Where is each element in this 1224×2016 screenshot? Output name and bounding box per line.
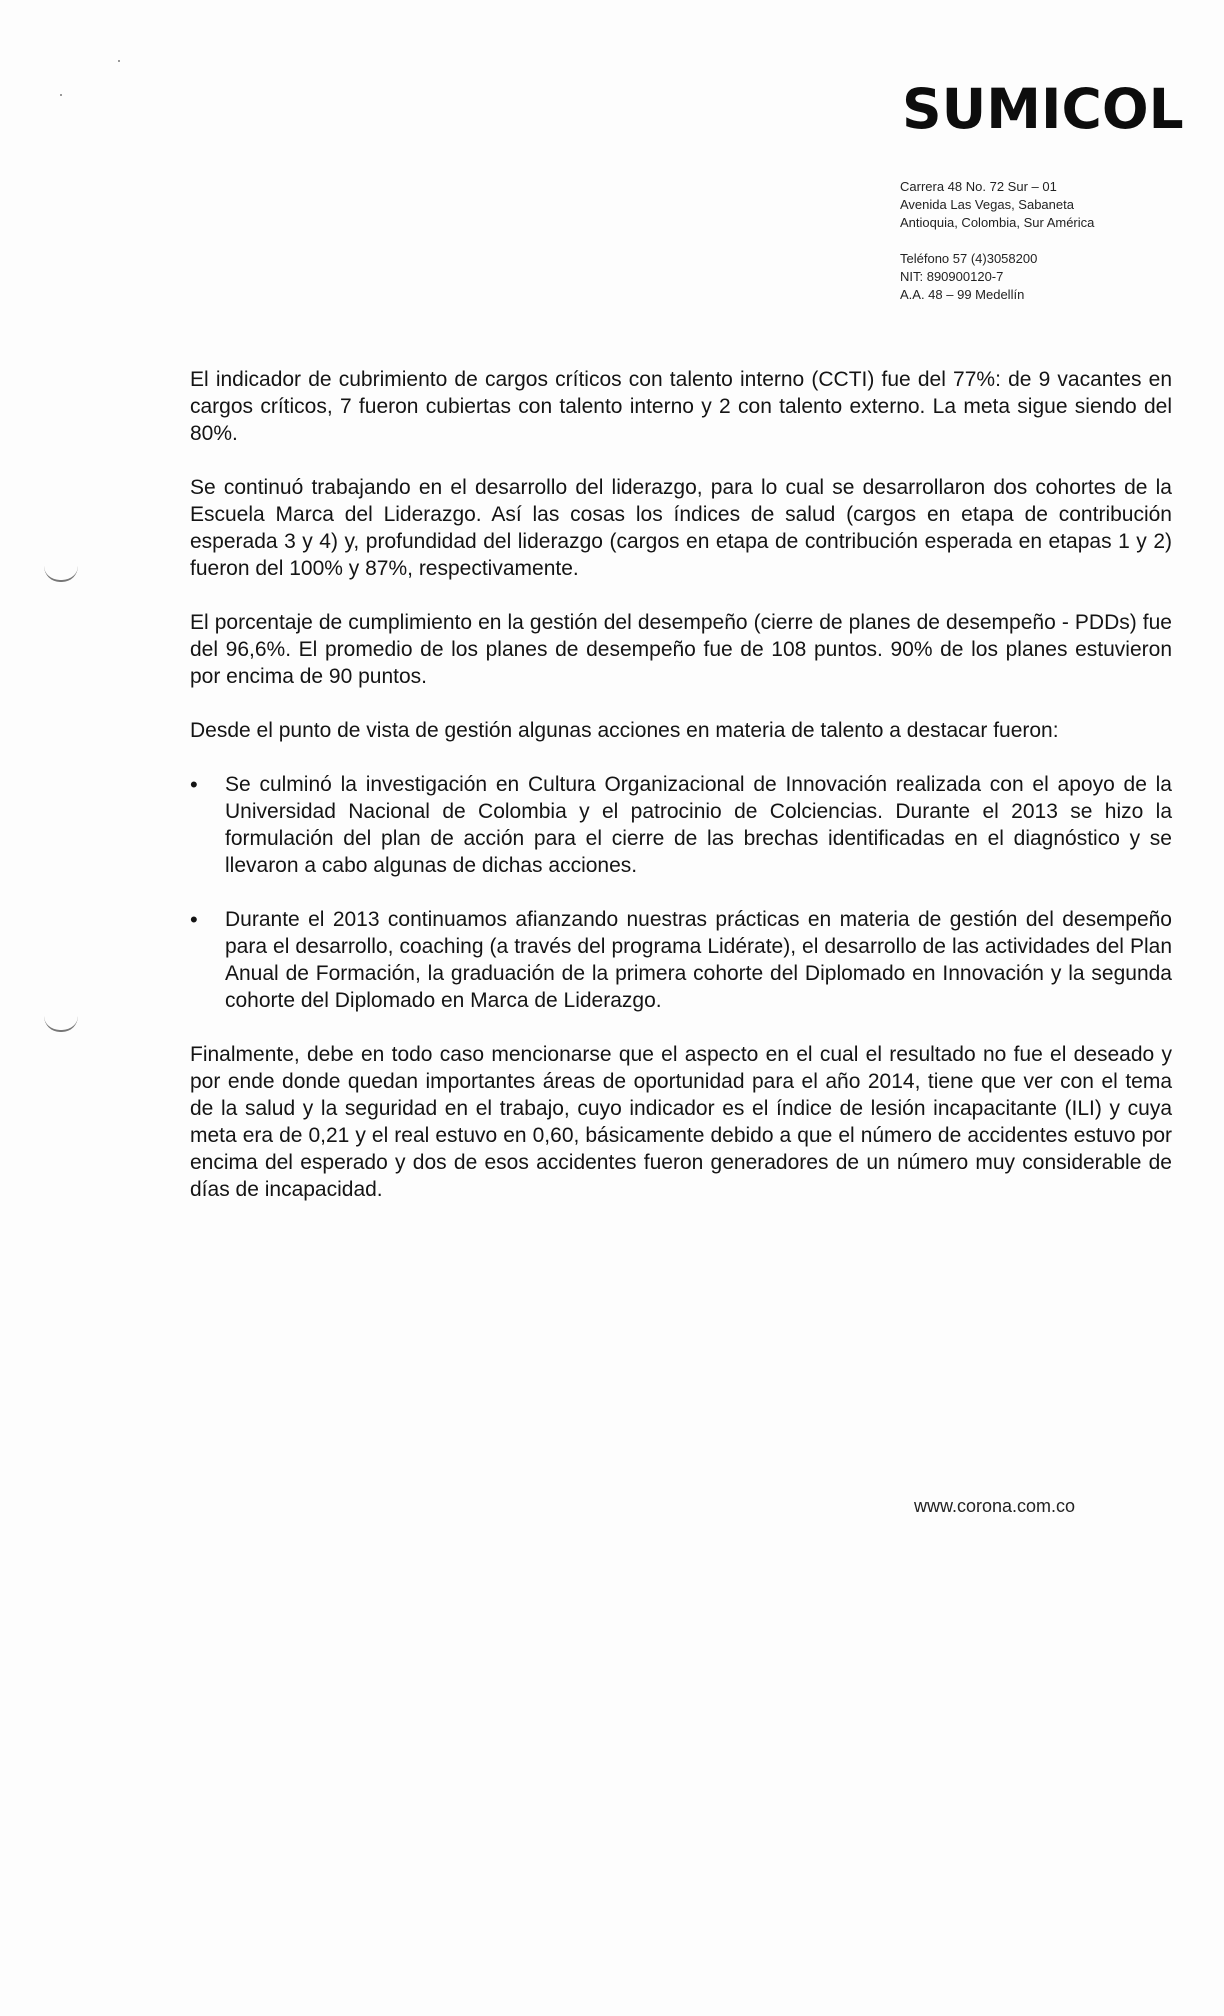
address-line: Avenida Las Vegas, Sabaneta bbox=[900, 197, 1074, 212]
address-line: Antioquia, Colombia, Sur América bbox=[900, 215, 1095, 230]
paragraph-ccti: El indicador de cubrimiento de cargos críticos con talento interno (CCTI) fue del 77%: de 9 vacantes en cargos críticos, 7 fueron cubiertas con talento interno y 2 con talento externo. La meta sigue siendo del 80%. bbox=[190, 368, 1172, 445]
punch-hole-mark-bottom bbox=[44, 1016, 78, 1032]
list-item bbox=[190, 906, 1172, 1014]
letter-body bbox=[190, 366, 1172, 1230]
address-line: Carrera 48 No. 72 Sur – 01 bbox=[900, 179, 1057, 194]
list-item-text: Se culminó la investigación en Cultura Organizacional de Innovación realizada con el apoyo de la Universidad Nacional de Colombia y el patrocinio de Colciencias. Durante el 2013 se hizo la formulación del plan de acción para el cierre de las brechas identificadas en el diagnóstico y se llevaron a cabo algunas de dichas acciones. bbox=[225, 773, 1172, 877]
paragraph-desempeno: El porcentaje de cumplimiento en la gestión del desempeño (cierre de planes de desempeño - PDDs) fue del 96,6%. El promedio de los planes de desempeño fue de 108 puntos. 90% de los planes estuvieron por encima de 90 puntos. bbox=[190, 611, 1172, 688]
list-item-text: Durante el 2013 continuamos afianzando nuestras prácticas en materia de gestión del desempeño para el desarrollo, coaching (a través del programa Lidérate), el desarrollo de las actividades del Plan Anual de Formación, la graduación de la primera cohorte del Diplomado en Innovación y la segunda cohorte del Diplomado en Marca de Liderazgo. bbox=[225, 908, 1172, 1012]
contact-line-nit: NIT: 890900120-7 bbox=[900, 269, 1004, 284]
scan-speck bbox=[60, 94, 62, 96]
contact-line-aa: A.A. 48 – 99 Medellín bbox=[900, 287, 1025, 302]
scan-speck bbox=[118, 60, 120, 62]
paragraph-liderazgo: Se continuó trabajando en el desarrollo del liderazgo, para lo cual se desarrollaron dos cohortes de la Escuela Marca del Liderazgo. Así las cosas los índices de salud (cargos en etapa de contribución esperada 3 y 4) y, profundidad del liderazgo (cargos en etapa de contribución esperada en etapas 1 y 2) fueron del 100% y 87%, respectivamente. bbox=[190, 476, 1172, 580]
paragraph-closing: Finalmente, debe en todo caso mencionarse que el aspecto en el cual el resultado no fue el deseado y por ende donde quedan importantes áreas de oportunidad para el año 2014, tiene que ver con el tema de la salud y la seguridad en el trabajo, cuyo indicador es el índice de lesión incapacitante (ILI) y cuya meta era de 0,21 y el real estuvo en 0,60, básicamente debido a que el número de accidentes estuvo por encima del esperado y dos de esos accidentes fueron generadores de un número muy considerable de días de incapacidad. bbox=[190, 1043, 1172, 1201]
footer-website: www.corona.com.co bbox=[914, 1496, 1076, 1516]
bullet-icon: • bbox=[190, 907, 198, 932]
list-item bbox=[190, 771, 1172, 879]
actions-list bbox=[190, 771, 1172, 1014]
contact-line-phone: Teléfono 57 (4)3058200 bbox=[900, 251, 1038, 266]
paragraph-acciones-intro: Desde el punto de vista de gestión algunas acciones en materia de talento a destacar fueron: bbox=[190, 719, 1059, 742]
punch-hole-mark-top bbox=[44, 566, 78, 582]
letterhead-address bbox=[900, 178, 1094, 304]
bullet-icon: • bbox=[190, 772, 198, 797]
company-logo-text: SUMICOL bbox=[902, 77, 1184, 141]
